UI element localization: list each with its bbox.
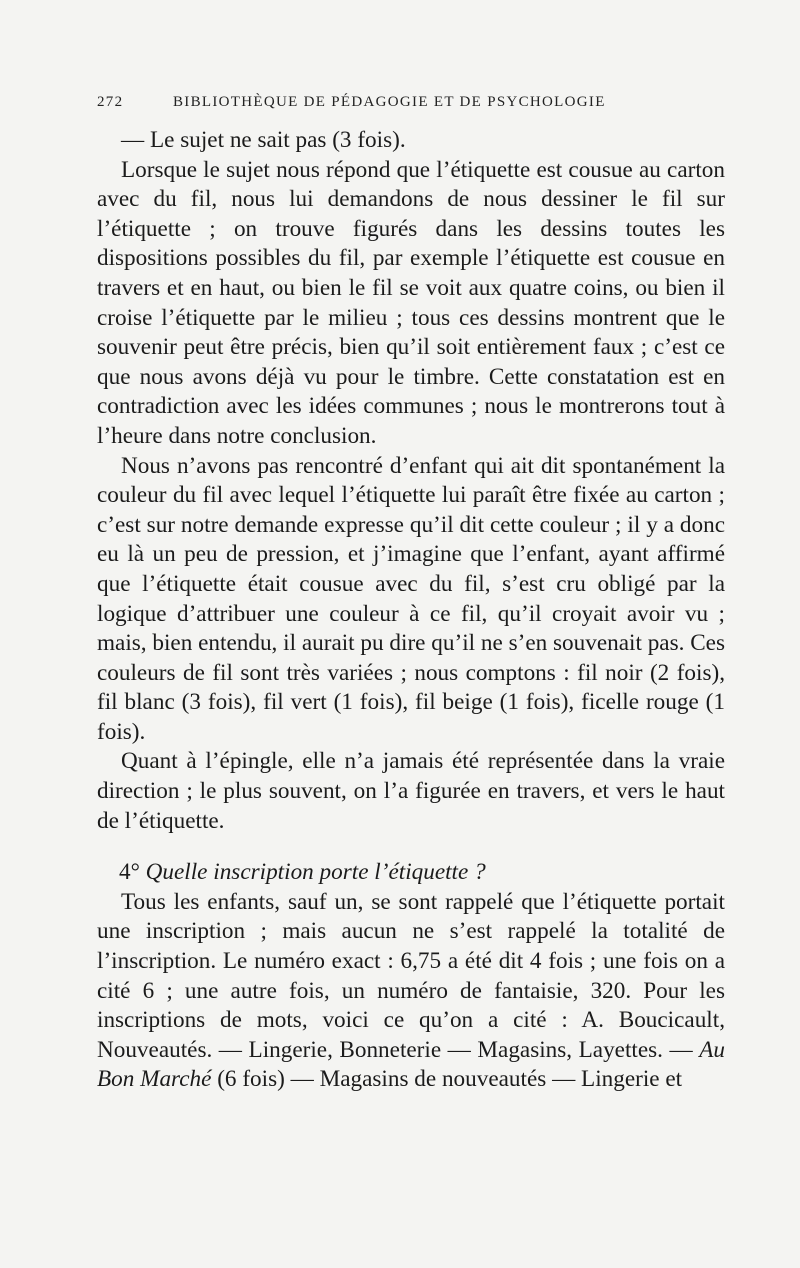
- running-title: BIBLIOTHÈQUE DE PÉDAGOGIE ET DE PSYCHOLOGIE: [173, 94, 606, 110]
- paragraph-2: Lorsque le sujet nous répond que l’étiquette est cousue au carton avec du fil, nous lui demandons de nous dessiner le fil sur l’étiquette ; on trouve figurés dans les dessins toutes les dispositions possibles du fil, par exemple l’étiquette est cousue en travers et en haut, ou bien le fil se voit aux quatre coins, ou bien il croise l’étiquette par le milieu ; tous ces dessins montrent que le souvenir peut être précis, bien qu’il soit entièrement faux ; c’est ce que nous avons déjà vu pour le timbre. Cette constatation est en contradiction avec les idées communes ; nous le montrerons tout à l’heure dans notre conclusion.: [97, 156, 725, 449]
- section-title: Quelle inscription porte l’étiquette ?: [145, 859, 486, 886]
- paragraph-5-italic: Au Bon Marché: [97, 1036, 725, 1093]
- running-header: [97, 94, 653, 111]
- paragraph-3: Nous n’avons pas rencontré d’enfant qui ait dit spontanément la couleur du fil avec lequel l’étiquette lui paraît être fixée au carton ; c’est sur notre demande expresse qu’il dit cette couleur ; il y a donc eu là un peu de pression, et j’imagine que l’enfant, ayant affirmé que l’étiquette était cousue avec du fil, s’est cru obligé par la logique d’attribuer une couleur à ce fil, qu’il croyait avoir vu ; mais, bien entendu, il aurait pu dire qu’il ne s’en souvenait pas. Ces couleurs de fil sont très variées ; nous comptons : fil noir (2 fois), fil blanc (3 fois), fil vert (1 fois), fil beige (1 fois), ficelle rouge (1 fois).: [97, 452, 725, 745]
- paragraph-5-text-after: (6 fois) — Magasins de nouveautés — Lingerie et: [217, 1066, 683, 1093]
- body-text: [97, 126, 725, 1095]
- paragraph-5: [97, 888, 725, 1095]
- paragraph-5-text-before: Tous les enfants, sauf un, se sont rappelé que l’étiquette portait une inscription ; mais aucun ne s’est rappelé la totalité de l’inscription. Le numéro exact : 6,75 a été dit 4 fois ; une fois on a cité 6 ; une autre fois, un numéro de fantaisie, 320. Pour les inscriptions de mots, voici ce qu’on a cité : A. Boucicault, Nouveautés. — Lingerie, Bonneterie — Magasins, Layettes. —: [97, 888, 725, 1063]
- page-number: 272: [97, 94, 124, 110]
- section-number: 4°: [119, 859, 140, 886]
- paragraph-4: Quant à l’épingle, elle n’a jamais été représentée dans la vraie direction ; le plus souvent, on l’a figurée en travers, et vers le haut de l’étiquette.: [97, 748, 725, 834]
- section-heading: [97, 858, 725, 888]
- paragraph-1: — Le sujet ne sait pas (3 fois).: [121, 127, 406, 153]
